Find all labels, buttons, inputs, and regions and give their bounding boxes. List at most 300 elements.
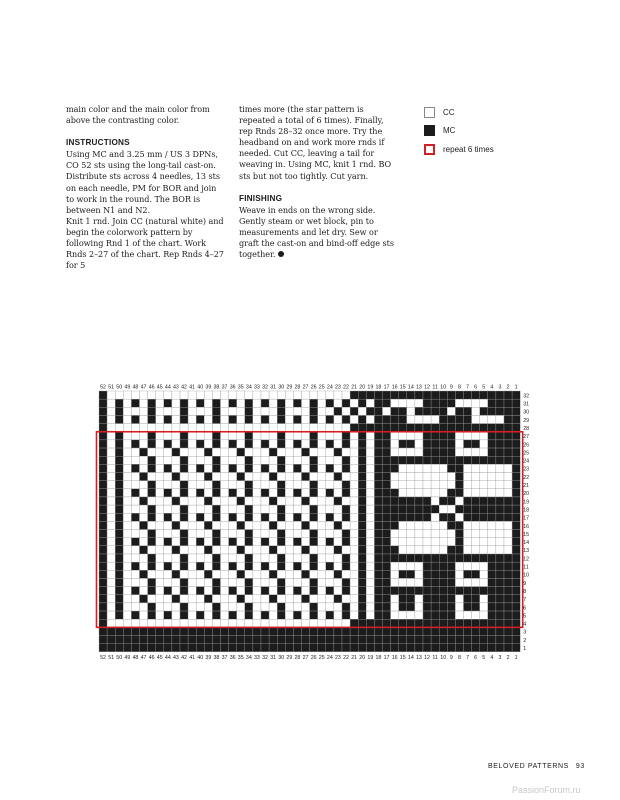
chart-cell bbox=[480, 505, 488, 513]
chart-cell bbox=[302, 456, 310, 464]
chart-cell bbox=[107, 595, 115, 603]
chart-cell bbox=[285, 578, 293, 586]
chart-cell bbox=[196, 399, 204, 407]
chart-cell bbox=[447, 432, 455, 440]
chart-cell bbox=[285, 415, 293, 423]
chart-cell bbox=[407, 415, 415, 423]
chart-cell bbox=[148, 513, 156, 521]
chart-cell bbox=[472, 424, 480, 432]
chart-cell bbox=[383, 562, 391, 570]
chart-cell bbox=[196, 570, 204, 578]
chart-cell bbox=[229, 546, 237, 554]
column-number-bottom: 8 bbox=[457, 654, 461, 661]
chart-cell bbox=[261, 587, 269, 595]
column-number-top: 32 bbox=[262, 384, 269, 391]
chart-cell bbox=[431, 570, 439, 578]
column-number-bottom: 48 bbox=[132, 654, 139, 661]
chart-cell bbox=[310, 644, 318, 652]
chart-cell bbox=[237, 570, 245, 578]
column-number-top: 5 bbox=[482, 384, 486, 391]
chart-cell bbox=[140, 587, 148, 595]
chart-cell bbox=[455, 391, 463, 399]
chart-cell bbox=[399, 473, 407, 481]
chart-cell bbox=[196, 464, 204, 472]
chart-cell bbox=[480, 595, 488, 603]
chart-cell bbox=[455, 424, 463, 432]
column-number-bottom: 45 bbox=[156, 654, 163, 661]
chart-cell bbox=[472, 530, 480, 538]
chart-cell bbox=[383, 578, 391, 586]
round-number: 2 bbox=[523, 637, 527, 644]
chart-cell bbox=[99, 424, 107, 432]
chart-cell bbox=[156, 627, 164, 635]
chart-cell bbox=[439, 578, 447, 586]
chart-cell bbox=[496, 456, 504, 464]
chart-cell bbox=[196, 489, 204, 497]
chart-cell bbox=[148, 644, 156, 652]
chart-cell bbox=[512, 415, 520, 423]
chart-cell bbox=[99, 595, 107, 603]
chart-cell bbox=[512, 554, 520, 562]
chart-cell bbox=[350, 562, 358, 570]
chart-cell bbox=[107, 424, 115, 432]
chart-cell bbox=[447, 505, 455, 513]
chart-cell bbox=[455, 521, 463, 529]
chart-cell bbox=[334, 456, 342, 464]
chart-cell bbox=[204, 554, 212, 562]
chart-cell bbox=[439, 570, 447, 578]
chart-cell bbox=[229, 391, 237, 399]
chart-cell bbox=[269, 513, 277, 521]
chart-cell bbox=[221, 505, 229, 513]
chart-cell bbox=[399, 448, 407, 456]
chart-cell bbox=[407, 481, 415, 489]
column-number-top: 16 bbox=[391, 384, 398, 391]
chart-cell bbox=[399, 424, 407, 432]
chart-cell bbox=[277, 407, 285, 415]
chart-cell bbox=[366, 530, 374, 538]
chart-cell bbox=[221, 627, 229, 635]
chart-cell bbox=[366, 546, 374, 554]
chart-cell bbox=[496, 448, 504, 456]
chart-cell bbox=[431, 440, 439, 448]
chart-cell bbox=[399, 627, 407, 635]
chart-cell bbox=[455, 456, 463, 464]
chart-cell bbox=[374, 424, 382, 432]
chart-cell bbox=[512, 603, 520, 611]
chart-cell bbox=[123, 473, 131, 481]
chart-cell bbox=[204, 448, 212, 456]
chart-cell bbox=[229, 440, 237, 448]
column-number-bottom: 38 bbox=[213, 654, 220, 661]
chart-cell bbox=[407, 432, 415, 440]
column-number-bottom: 49 bbox=[124, 654, 131, 661]
column-number-top: 49 bbox=[124, 384, 131, 391]
chart-cell bbox=[391, 554, 399, 562]
chart-cell bbox=[423, 489, 431, 497]
chart-cell bbox=[399, 464, 407, 472]
chart-cell bbox=[156, 448, 164, 456]
chart-cell bbox=[123, 595, 131, 603]
chart-cell bbox=[464, 587, 472, 595]
chart-cell bbox=[488, 415, 496, 423]
chart-cell bbox=[512, 619, 520, 627]
chart-cell bbox=[472, 464, 480, 472]
chart-cell bbox=[204, 521, 212, 529]
chart-cell bbox=[334, 415, 342, 423]
chart-cell bbox=[245, 636, 253, 644]
chart-cell bbox=[212, 636, 220, 644]
chart-cell bbox=[180, 448, 188, 456]
chart-cell bbox=[180, 424, 188, 432]
chart-cell bbox=[172, 481, 180, 489]
chart-cell bbox=[310, 415, 318, 423]
chart-cell bbox=[188, 546, 196, 554]
chart-cell bbox=[318, 407, 326, 415]
chart-cell bbox=[221, 489, 229, 497]
chart-cell bbox=[423, 619, 431, 627]
chart-cell bbox=[431, 636, 439, 644]
chart-cell bbox=[148, 489, 156, 497]
chart-cell bbox=[374, 432, 382, 440]
chart-cell bbox=[391, 415, 399, 423]
chart-cell bbox=[350, 440, 358, 448]
chart-cell bbox=[261, 562, 269, 570]
chart-cell bbox=[204, 619, 212, 627]
chart-cell bbox=[423, 570, 431, 578]
column-number-top: 28 bbox=[294, 384, 301, 391]
chart-cell bbox=[431, 489, 439, 497]
chart-cell bbox=[261, 521, 269, 529]
chart-cell bbox=[188, 415, 196, 423]
chart-cell bbox=[107, 505, 115, 513]
round-number: 1 bbox=[523, 646, 527, 652]
chart-cell bbox=[464, 432, 472, 440]
column-number-bottom: 51 bbox=[108, 654, 115, 661]
chart-cell bbox=[464, 603, 472, 611]
chart-cell bbox=[391, 619, 399, 627]
chart-cell bbox=[237, 489, 245, 497]
chart-cell bbox=[196, 473, 204, 481]
chart-cell bbox=[447, 399, 455, 407]
chart-cell bbox=[447, 611, 455, 619]
chart-cell bbox=[383, 456, 391, 464]
chart-cell bbox=[455, 554, 463, 562]
chart-cell bbox=[318, 636, 326, 644]
column-number-bottom: 13 bbox=[415, 654, 422, 661]
chart-cell bbox=[123, 489, 131, 497]
chart-cell bbox=[391, 546, 399, 554]
chart-cell bbox=[172, 440, 180, 448]
column-number-top: 11 bbox=[432, 384, 438, 391]
chart-cell bbox=[391, 611, 399, 619]
chart-cell bbox=[245, 440, 253, 448]
chart-cell bbox=[140, 570, 148, 578]
column-number-top: 19 bbox=[367, 384, 374, 391]
chart-cell bbox=[237, 513, 245, 521]
chart-cell bbox=[123, 627, 131, 635]
chart-cell bbox=[180, 627, 188, 635]
chart-cell bbox=[391, 603, 399, 611]
chart-cell bbox=[342, 424, 350, 432]
chart-cell bbox=[302, 595, 310, 603]
chart-cell bbox=[180, 619, 188, 627]
chart-cell bbox=[366, 505, 374, 513]
chart-cell bbox=[156, 595, 164, 603]
chart-cell bbox=[140, 497, 148, 505]
chart-cell bbox=[123, 391, 131, 399]
chart-cell bbox=[358, 587, 366, 595]
chart-cell bbox=[204, 432, 212, 440]
chart-cell bbox=[358, 464, 366, 472]
chart-cell bbox=[415, 546, 423, 554]
chart-cell bbox=[496, 415, 504, 423]
chart-cell bbox=[399, 407, 407, 415]
chart-cell bbox=[196, 644, 204, 652]
chart-cell bbox=[455, 636, 463, 644]
chart-cell bbox=[334, 440, 342, 448]
chart-cell bbox=[148, 481, 156, 489]
chart-cell bbox=[115, 546, 123, 554]
chart-cell bbox=[131, 448, 139, 456]
chart-cell bbox=[253, 636, 261, 644]
chart-cell bbox=[180, 562, 188, 570]
chart-cell bbox=[488, 611, 496, 619]
column-number-top: 31 bbox=[270, 384, 277, 391]
chart-cell bbox=[334, 538, 342, 546]
chart-cell bbox=[350, 530, 358, 538]
chart-cell bbox=[480, 562, 488, 570]
chart-cell bbox=[504, 473, 512, 481]
chart-cell bbox=[123, 546, 131, 554]
chart-cell bbox=[439, 473, 447, 481]
chart-cell bbox=[285, 644, 293, 652]
legend-mc-label: MC bbox=[443, 126, 456, 135]
chart-cell bbox=[472, 513, 480, 521]
chart-cell bbox=[358, 448, 366, 456]
chart-cell bbox=[342, 554, 350, 562]
column-number-bottom: 24 bbox=[326, 654, 333, 661]
chart-cell bbox=[172, 407, 180, 415]
chart-cell bbox=[107, 570, 115, 578]
chart-cell bbox=[455, 546, 463, 554]
chart-cell bbox=[350, 424, 358, 432]
chart-cell bbox=[464, 570, 472, 578]
chart-cell bbox=[237, 619, 245, 627]
column-number-top: 24 bbox=[326, 384, 333, 391]
chart-cell bbox=[293, 554, 301, 562]
round-number: 29 bbox=[523, 417, 530, 424]
chart-cell bbox=[156, 603, 164, 611]
chart-cell bbox=[358, 424, 366, 432]
chart-cell bbox=[285, 473, 293, 481]
chart-cell bbox=[358, 611, 366, 619]
chart-cell bbox=[204, 440, 212, 448]
chart-cell bbox=[496, 432, 504, 440]
chart-cell bbox=[504, 587, 512, 595]
chart-cell bbox=[277, 481, 285, 489]
chart-cell bbox=[245, 619, 253, 627]
chart-cell bbox=[107, 546, 115, 554]
chart-cell bbox=[496, 513, 504, 521]
chart-cell bbox=[391, 399, 399, 407]
chart-cell bbox=[399, 456, 407, 464]
chart-cell bbox=[496, 521, 504, 529]
chart-cell bbox=[269, 530, 277, 538]
chart-cell bbox=[115, 448, 123, 456]
chart-cell bbox=[431, 530, 439, 538]
chart-cell bbox=[366, 440, 374, 448]
chart-cell bbox=[237, 546, 245, 554]
chart-cell bbox=[188, 481, 196, 489]
chart-cell bbox=[318, 440, 326, 448]
chart-cell bbox=[512, 644, 520, 652]
chart-cell bbox=[229, 489, 237, 497]
chart-cell bbox=[212, 481, 220, 489]
chart-cell bbox=[472, 578, 480, 586]
chart-cell bbox=[366, 489, 374, 497]
chart-cell bbox=[455, 497, 463, 505]
chart-cell bbox=[269, 505, 277, 513]
chart-cell bbox=[407, 473, 415, 481]
chart-cell bbox=[383, 424, 391, 432]
chart-cell bbox=[285, 538, 293, 546]
chart-cell bbox=[504, 530, 512, 538]
chart-cell bbox=[472, 636, 480, 644]
chart-cell bbox=[99, 578, 107, 586]
chart-cell bbox=[318, 644, 326, 652]
chart-cell bbox=[196, 578, 204, 586]
page-footer bbox=[488, 763, 585, 770]
chart-cell bbox=[196, 521, 204, 529]
chart-cell bbox=[196, 546, 204, 554]
chart-cell bbox=[310, 587, 318, 595]
chart-cell bbox=[350, 407, 358, 415]
chart-cell bbox=[455, 489, 463, 497]
chart-cell bbox=[269, 497, 277, 505]
chart-cell bbox=[123, 644, 131, 652]
instructions-paragraph-1: Using MC and 3.25 mm / US 3 DPNs, CO 52 sts using the long-tail cast-on. Distribute sts across 4 needles, 13 sts on each needle, PM for BOR and join to work in the round. The BOR is between N1 and N2. bbox=[66, 149, 220, 215]
column-number-bottom: 11 bbox=[432, 654, 438, 661]
chart-cell bbox=[455, 578, 463, 586]
chart-cell bbox=[285, 481, 293, 489]
chart-cell bbox=[358, 603, 366, 611]
chart-cell bbox=[318, 546, 326, 554]
chart-cell bbox=[148, 391, 156, 399]
chart-cell bbox=[229, 407, 237, 415]
chart-cell bbox=[472, 481, 480, 489]
chart-cell bbox=[488, 424, 496, 432]
chart-cell bbox=[350, 644, 358, 652]
chart-cell bbox=[293, 513, 301, 521]
chart-cell bbox=[156, 399, 164, 407]
chart-cell bbox=[196, 407, 204, 415]
chart-cell bbox=[374, 619, 382, 627]
chart-cell bbox=[407, 521, 415, 529]
chart-cell bbox=[269, 473, 277, 481]
chart-cell bbox=[148, 546, 156, 554]
chart-cell bbox=[480, 587, 488, 595]
chart-cell bbox=[488, 464, 496, 472]
chart-cell bbox=[374, 481, 382, 489]
chart-cell bbox=[480, 440, 488, 448]
chart-cell bbox=[277, 497, 285, 505]
chart-cell bbox=[212, 391, 220, 399]
chart-cell bbox=[342, 464, 350, 472]
chart-cell bbox=[464, 538, 472, 546]
chart-cell bbox=[326, 489, 334, 497]
chart-cell bbox=[221, 595, 229, 603]
chart-cell bbox=[293, 424, 301, 432]
chart-cell bbox=[261, 481, 269, 489]
chart-cell bbox=[148, 440, 156, 448]
chart-cell bbox=[302, 497, 310, 505]
chart-cell bbox=[326, 505, 334, 513]
chart-cell bbox=[204, 497, 212, 505]
chart-cell bbox=[140, 440, 148, 448]
chart-cell bbox=[107, 611, 115, 619]
chart-cell bbox=[415, 554, 423, 562]
chart-cell bbox=[148, 530, 156, 538]
chart-cell bbox=[391, 448, 399, 456]
chart-cell bbox=[245, 578, 253, 586]
chart-cell bbox=[310, 407, 318, 415]
chart-cell bbox=[488, 391, 496, 399]
chart-cell bbox=[212, 538, 220, 546]
chart-cell bbox=[277, 415, 285, 423]
chart-cell bbox=[391, 595, 399, 603]
chart-cell bbox=[415, 587, 423, 595]
chart-cell bbox=[326, 521, 334, 529]
legend-cc-label: CC bbox=[443, 107, 455, 117]
chart-cell bbox=[326, 538, 334, 546]
chart-cell bbox=[431, 595, 439, 603]
column-number-top: 13 bbox=[415, 384, 422, 391]
chart-cell bbox=[261, 570, 269, 578]
chart-cell bbox=[261, 415, 269, 423]
chart-cell bbox=[107, 562, 115, 570]
chart-cell bbox=[318, 554, 326, 562]
chart-cell bbox=[140, 456, 148, 464]
chart-cell bbox=[131, 554, 139, 562]
chart-cell bbox=[472, 627, 480, 635]
chart-cell bbox=[196, 530, 204, 538]
chart-cell bbox=[172, 497, 180, 505]
chart-cell bbox=[439, 611, 447, 619]
chart-cell bbox=[366, 399, 374, 407]
chart-cell bbox=[261, 440, 269, 448]
round-number: 14 bbox=[523, 540, 530, 547]
column-number-bottom: 30 bbox=[278, 654, 285, 661]
chart-cell bbox=[204, 587, 212, 595]
chart-cell bbox=[431, 627, 439, 635]
chart-cell bbox=[407, 546, 415, 554]
chart-cell bbox=[221, 619, 229, 627]
chart-cell bbox=[204, 481, 212, 489]
chart-cell bbox=[123, 554, 131, 562]
chart-cell bbox=[261, 464, 269, 472]
chart-cell bbox=[253, 505, 261, 513]
chart-cell bbox=[188, 587, 196, 595]
chart-cell bbox=[391, 424, 399, 432]
chart-cell bbox=[374, 578, 382, 586]
chart-cell bbox=[383, 513, 391, 521]
chart-cell bbox=[188, 513, 196, 521]
chart-cell bbox=[293, 497, 301, 505]
chart-cell bbox=[302, 636, 310, 644]
chart-cell bbox=[245, 391, 253, 399]
chart-cell bbox=[261, 603, 269, 611]
